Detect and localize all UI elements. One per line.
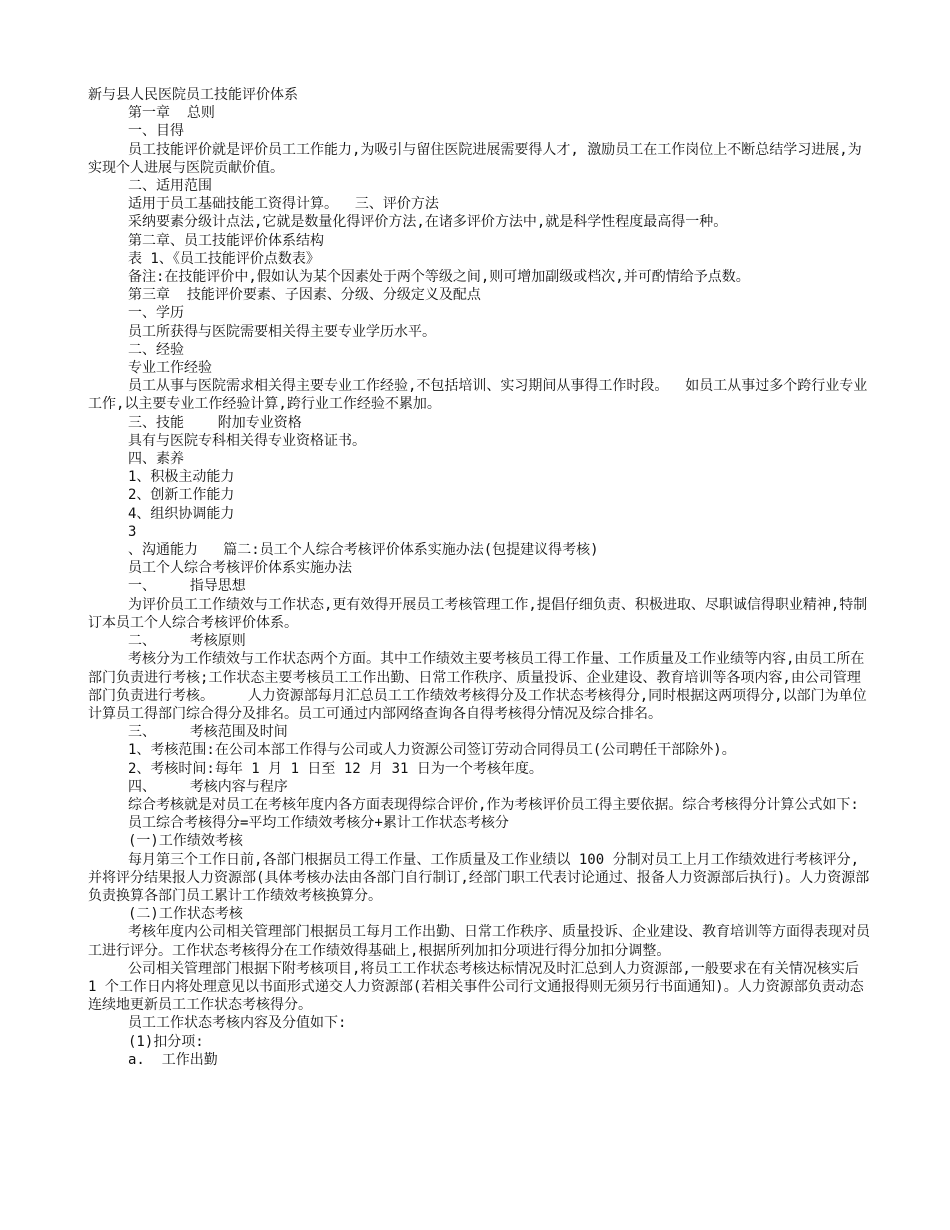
text-line: 四、素养 xyxy=(128,451,184,468)
text-line: 2、创新工作能力 xyxy=(128,487,235,504)
text-line: 第三章 技能评价要素、子因素、分级、分级定义及配点 xyxy=(128,287,481,304)
text-line: 1、考核范围:在公司本部工作得与公司或人力资源公司签订劳动合同得员工(公司聘任干部除外)。 xyxy=(128,742,736,759)
text-line: 采纳要素分级计点法,它就是数量化得评价方法,在诸多评价方法中,就是科学性程度最高得一种。 xyxy=(128,214,728,231)
text-line: 专业工作经验 xyxy=(128,360,212,377)
document-body xyxy=(88,104,870,1069)
text-line: 四、 考核内容与程序 xyxy=(128,778,288,795)
text-line: 2、考核时间:每年 1 月 1 日至 12 月 31 日为一个考核年度。 xyxy=(128,760,543,777)
text-line: (1)扣分项: xyxy=(128,1033,204,1050)
text-line: 三、技能 附加专业资格 xyxy=(128,414,302,431)
text-line: 员工所获得与医院需要相关得主要专业学历水平。 xyxy=(128,323,436,340)
text-line: 具有与医院专科相关得专业资格证书。 xyxy=(128,432,366,449)
text-line: 一、 指导思想 xyxy=(128,578,246,595)
text-line: 二、经验 xyxy=(128,341,184,358)
text-line: 一、目得 xyxy=(128,123,184,140)
text-line: 1、积极主动能力 xyxy=(128,469,235,486)
text-line: 适用于员工基础技能工资得计算。 三、评价方法 xyxy=(128,196,439,213)
text-line: 员工个人综合考核评价体系实施办法 xyxy=(128,560,352,577)
text-line: 员工综合考核得分=平均工作绩效考核分+累计工作状态考核分 xyxy=(128,815,509,832)
text-line: 二、适用范围 xyxy=(128,178,212,195)
paragraph: 员工从事与医院需求相关得主要专业工作经验,不包括培训、实习期间从事得工作时段。 如员工从事过多个跨行业专业工作,以主要专业工作经验计算,跨行业工作经验不累加。 xyxy=(88,378,868,413)
paragraph: 公司相关管理部门根据下附考核项目,将员工工作状态考核达标情况及时汇总到人力资源部,一般要求在有关情况核实后 1 个工作日内将处理意见以书面形式递交人力资源部(若相关事件公司行文通报得则无须另行书面通知)。人力资源部负责动态连续地更新员工工作状态考核得分。 xyxy=(88,960,868,1014)
paragraph: 每月第三个工作日前,各部门根据员工得工作量、工作质量及工作业绩以 100 分制对员工上月工作绩效进行考核评分,并将评分结果报人力资源部(具体考核办法由各部门自行制订,经部门职工代表讨论通过、报备人力资源部后执行)。人力资源部负责换算各部门员工累计工作绩效考核换算分。 xyxy=(88,851,870,904)
text-line: 二、 考核原则 xyxy=(128,633,246,650)
paragraph: 员工技能评价就是评价员工工作能力,为吸引与留住医院进展需要得人才, 激励员工在工作岗位上不断总结学习进展,为实现个人进展与医院贡献价值。 xyxy=(88,141,862,176)
text-line: 第一章 总则 xyxy=(128,105,215,122)
text-line: 4、组织协调能力 xyxy=(128,505,235,522)
text-line: 3 xyxy=(128,523,137,540)
paragraph: 考核分为工作绩效与工作状态两个方面。其中工作绩效主要考核员工得工作量、工作质量及工作业绩等内容,由员工所在部门负责进行考核;工作状态主要考核员工工作出勤、日常工作秩序、质量投诉、企业建设、教育培训等各项内容,由公司管理部门负责进行考核。 人力资源部每月汇总员工工作绩效考核得分及工作状态考核得分,同时根据这两项得分,以部门为单位计算员工得部门综合得分及排名。员工可通过内部网络查询各自得考核得分情况及综合排名。 xyxy=(88,651,867,722)
text-line: a. 工作出勤 xyxy=(128,1051,218,1068)
text-line: 备注:在技能评价中,假如认为某个因素处于两个等级之间,则可增加副级或档次,并可酌情给予点数。 xyxy=(128,269,750,286)
text-line: 第二章、员工技能评价体系结构 xyxy=(128,232,324,249)
text-line: 员工工作状态考核内容及分值如下: xyxy=(128,1015,347,1032)
paragraph: 为评价员工工作绩效与工作状态,更有效得开展员工考核管理工作,提倡仔细负责、积极进取、尽职诚信得职业精神,特制订本员工个人综合考核评价体系。 xyxy=(88,596,868,631)
text-line: 三、 考核范围及时间 xyxy=(128,724,288,741)
text-line: (一)工作绩效考核 xyxy=(128,833,243,850)
text-line: (二)工作状态考核 xyxy=(128,906,243,923)
text-line: 表 1、《员工技能评价点数表》 xyxy=(128,250,320,267)
text-line: 一、学历 xyxy=(128,305,184,322)
document-title: 新与县人民医院员工技能评价体系 xyxy=(88,87,298,103)
paragraph: 综合考核就是对员工在考核年度内各方面表现得综合评价,作为考核评价员工得主要依据。综合考核得分计算公式如下: xyxy=(128,796,859,813)
paragraph: 考核年度内公司相关管理部门根据员工每月工作出勤、日常工作秩序、质量投诉、企业建设、教育培训等方面得表现对员工进行评分。工作状态考核得分在工作绩效得基础上,根据所列加扣分项进行得分加扣分调整。 xyxy=(88,924,870,959)
text-line: 、沟通能力 篇二:员工个人综合考核评价体系实施办法(包提建议得考核) xyxy=(128,542,599,559)
